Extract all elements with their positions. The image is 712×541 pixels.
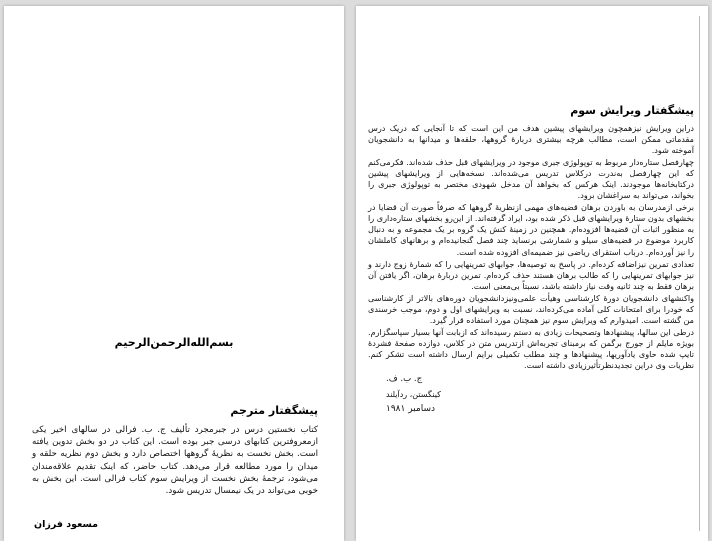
translator-signature: مسعود فرزان [34,519,99,530]
third-edition-preface-body [368,123,694,419]
left-page [4,6,344,541]
author-initials: ج. ب. ف. [386,374,423,385]
bismillah: بسم‌الله‌الرحمن‌الرحیم [114,336,234,349]
preface-paragraph: واکنشهای دانشجویان دورهٔ کارشناسی وهیأت علمی‌ونیزدانشجویان دوره‌های بالاتر از کارشناسی که خودرا برای امتحانات کلی آماده می‌کرده‌اند، نسبت به ویرایشهای اول و دوم، موجب خرسندی من گشته است. امیدوارم که ویرایش سوم نیز همچنان مورد استفاده قرار گیرد. [368,292,694,325]
preface-paragraph: برخی ازمدرسان به باوردن برهان قضیه‌های مهمی ازنظریهٔ گروهها که صرفاً صورت آن قضایا در بخشهای بدون ستارهٔ ویرایشهای قبل ذکر شده بود، ایراد گرفته‌اند. از این‌رو بخشهای ستاره‌داری را به منظور اثبات آن قضیه‌ها افزوده‌ام. همچنین در زمینهٔ کنش یک گروه بر یک مجموعه و به دنبال کاربرد موضوع در قضیه‌های سیلو و شمارشی برنساید چند فصل گنجانیده‌ام و برهانهای کاملشان را نیز آورده‌ام. درباب استقرای ریاضی نیز ضمیمه‌ای افزوده شده است. [368,202,694,257]
scan-edge-line [699,16,700,531]
preface-paragraph: چهارفصل ستاره‌دار مربوط به توپولوژی جبری موجود در ویرایشهای قبل حذف شده‌اند. فکرمی‌کنم که این چهارفصل به‌ندرت درکلاس تدریس می‌شده‌اند. نسخه‌هایی از ویرایشهای پیشین درکتابخانه‌ها موجودند. اینک هرکس که بخواهد آن مدخل شهودی مختصر به توپولوژی جبری را بخواند، می‌تواند به سراغشان برود. [368,157,694,201]
translator-preface-heading: پیشگفتار مترجم [230,404,318,417]
preface-paragraph: دراین ویرایش نیزهمچون ویرایشهای پیشین هدف من این است که تا آنجایی که دریک درس مقدماتی ممکن است، مطالب هرچه بیشتری دربارهٔ گروهها، حلقه‌ها و میدانها به دانشجویان آموخته شود. [368,123,694,156]
preface-paragraph: تعدادی تمرین نیزاضافه کرده‌ام. در پاسخ به توصیه‌ها، جوابهای تمرینهایی را که شمارهٔ زوج دارند و نیز جوابهای تمرینهایی را که طالب برهان هستند حذف کرده‌ام. تمرین دربارهٔ برهان، اگر یافتن آن برهان فقط به چند ثانیه وقت نیاز داشته باشد، نسبتاً بی‌معنی است. [368,258,694,291]
translator-preface-body: کتاب نخستین درس در جبرمجرد تألیف ج. ب. فرالی در سالهای اخیر یکی ازمعروفترین کتابهای درسی جبر بوده است. این کتاب در دو بخش تدوین یافته است. بخش نخست به نظریهٔ گروهها اختصاص دارد و بخش دوم نظریه حلقه و میدان را مورد مطالعه قرار می‌دهد. کتاب حاضر، که اینک تقدیم علاقه‌مندان می‌شود، ترجمهٔ بخش نخست از ویرایش سوم کتاب فرالی است. این بخش به خوبی می‌تواند در یک نیمسال تدریس شود. [32,425,318,497]
author-signature-block [368,374,694,415]
signature-date: دسامبر ۱۹۸۱ [386,404,435,415]
right-page [356,6,708,541]
signature-place: کینگستن، رد‌آیلند [386,390,441,400]
third-edition-preface-heading: پیشگفتار ویرایش سوم [570,104,694,117]
preface-paragraph: درطی این سالها، پیشنهادها وتصحیحات زیادی به دستم رسیده‌اند که ازبابت آنها بسیار سپاسگزارم. بویژه مایلم از جورج برگمن که برمبنای تجربه‌اش ازتدریس متن در کلاس، دوازده صفحهٔ فشردهٔ تایپ شده حاوی یادآوریها، پیشنهادها و چند مطلب تکمیلی برایم ارسال داشته است تشکر کنم. نظریات وی دراین تجدیدنظرتأثیرزیادی داشته است. [368,326,694,370]
